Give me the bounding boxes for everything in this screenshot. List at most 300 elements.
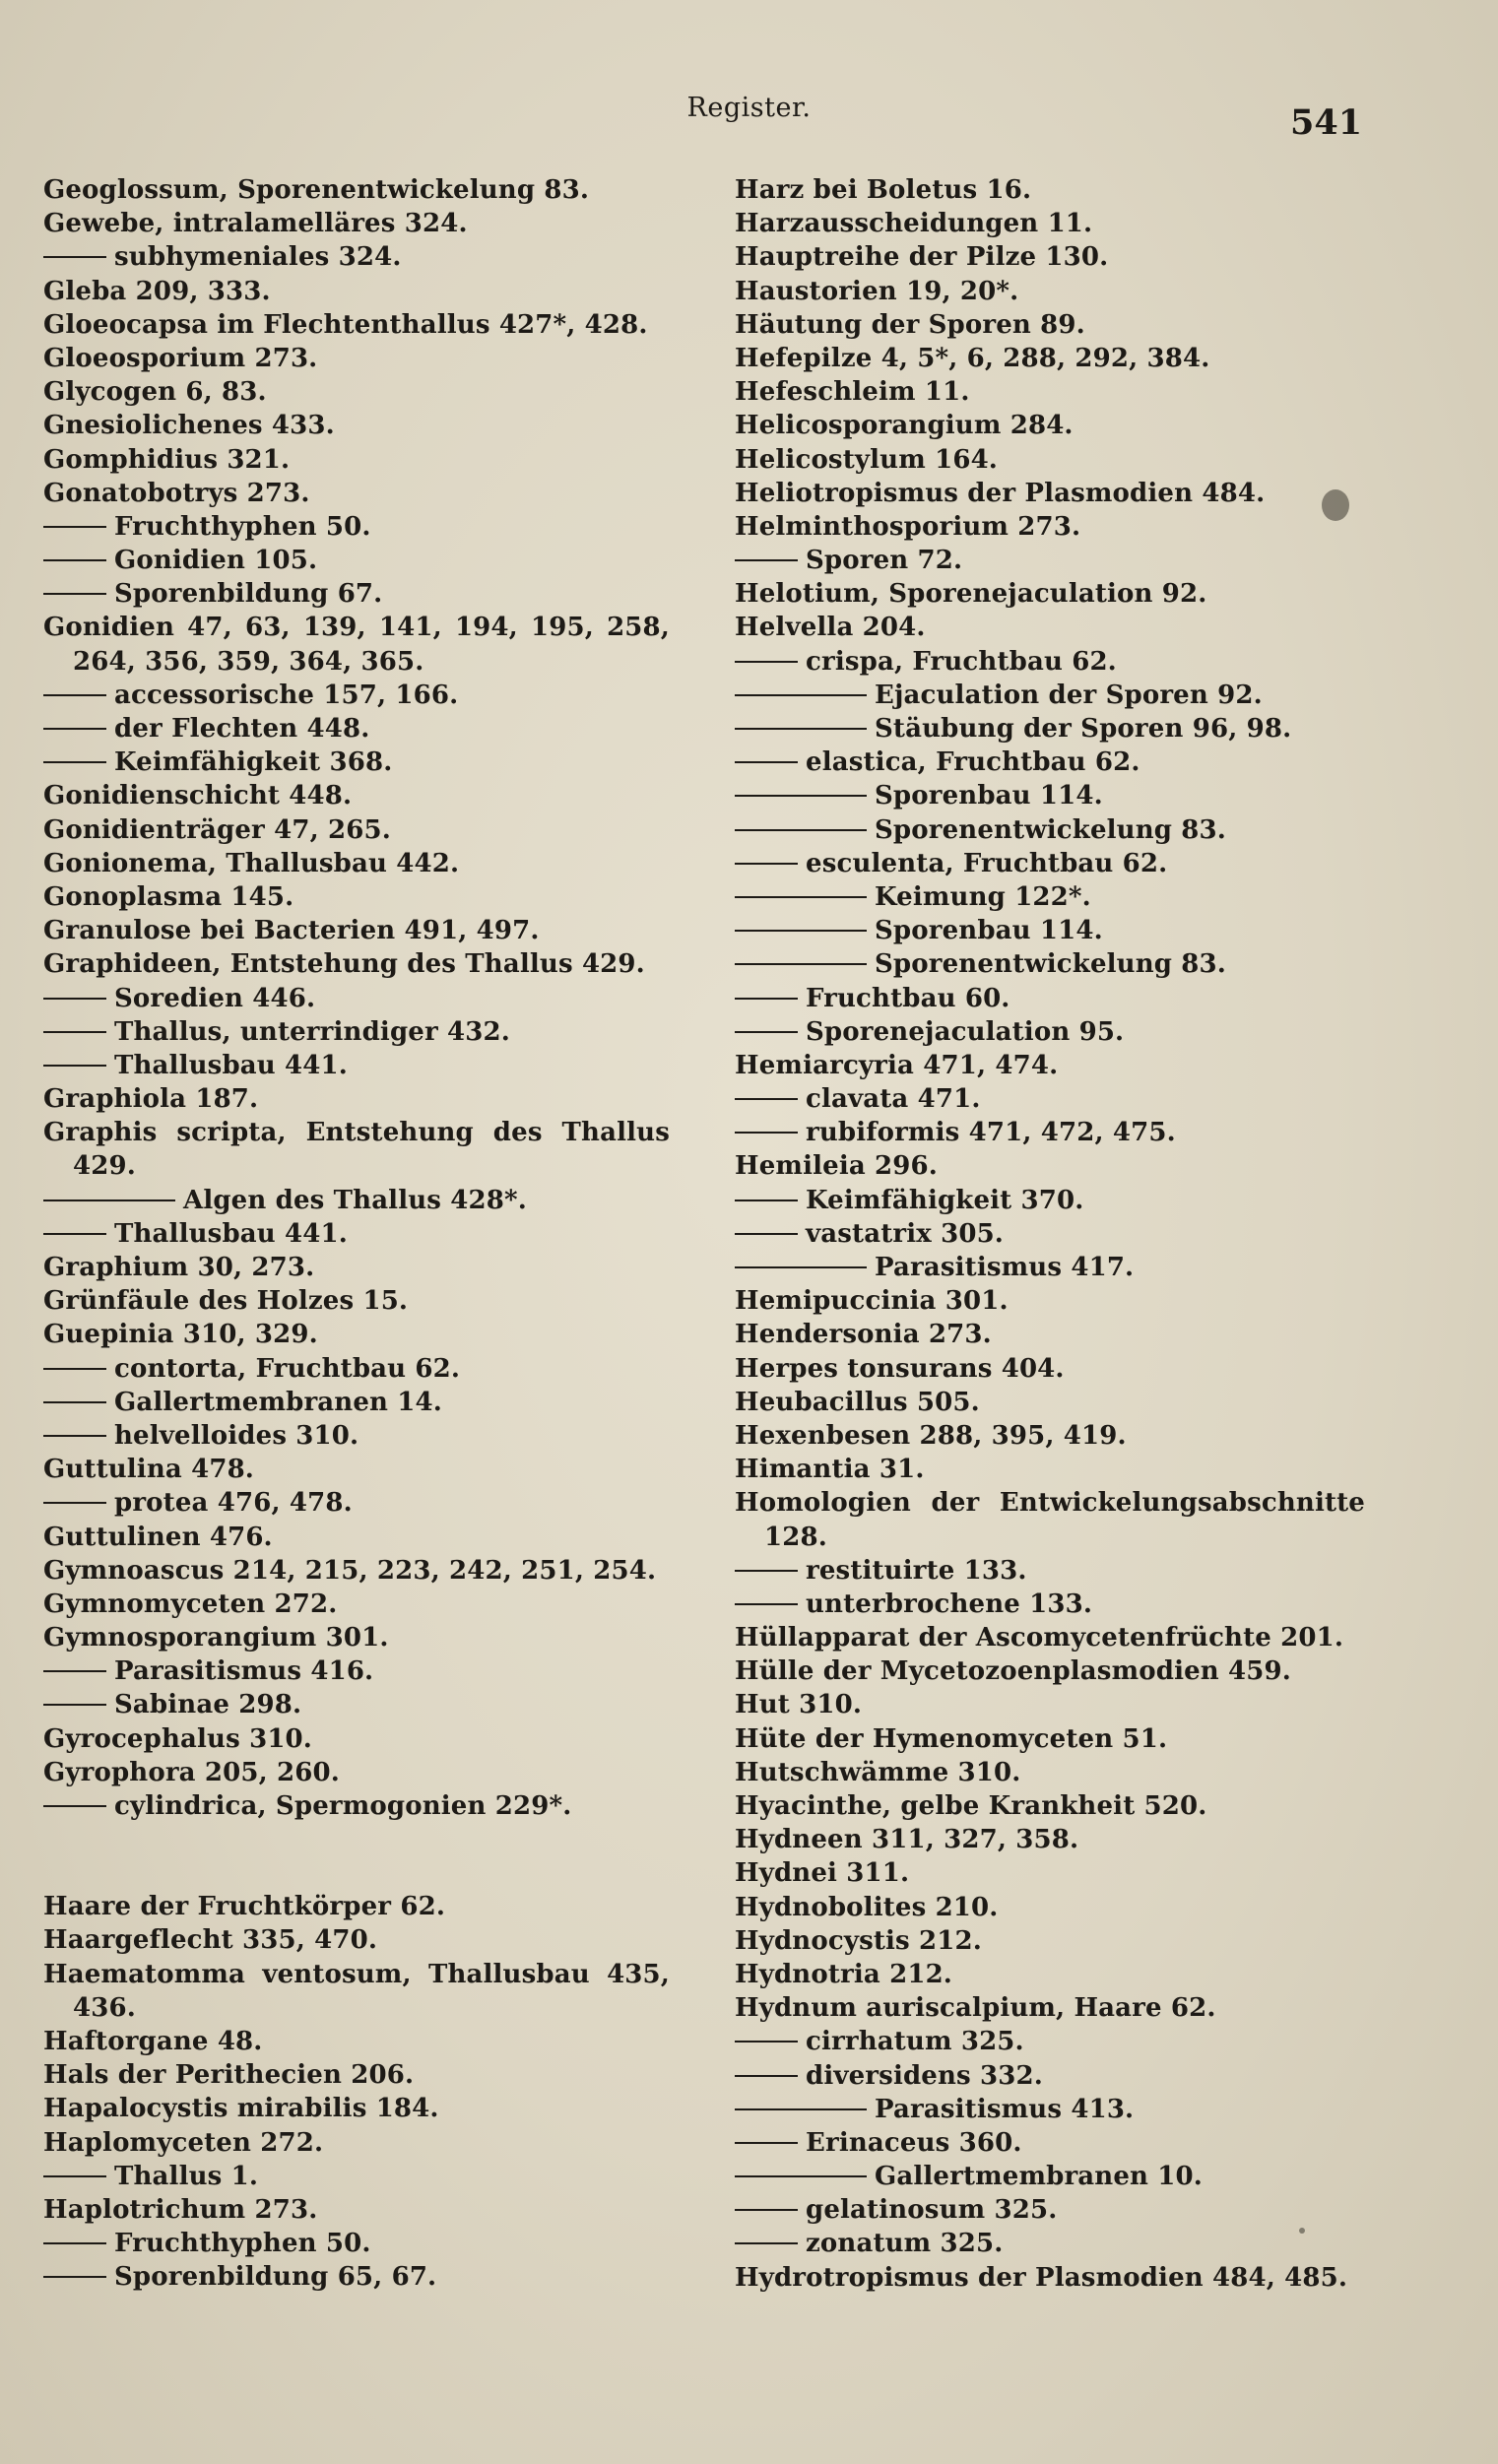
ditto-dash (43, 526, 106, 528)
index-entry (43, 1991, 723, 2025)
index-entry (43, 611, 670, 644)
ditto-dash (43, 2242, 106, 2244)
index-entry-text: Soredien 446. (114, 983, 316, 1013)
index-entry (735, 1588, 1365, 1621)
index-entry-text: Sabinae 298. (114, 1690, 302, 1720)
ditto-dash (43, 1704, 106, 1706)
index-entry (735, 1386, 1365, 1419)
index-entry (43, 1923, 723, 1957)
index-entry (735, 1958, 1365, 1991)
index-entry-text: Hendersonia 273. (735, 1320, 992, 1350)
index-entry (735, 1789, 1365, 1823)
index-entry (43, 2126, 723, 2160)
index-entry-text: elastica, Fruchtbau 62. (806, 747, 1140, 778)
index-entry (43, 1251, 723, 1284)
index-entry-text: Thallus 1. (114, 2161, 259, 2191)
index-entry-text: Hyacinthe, gelbe Krankheit 520. (735, 1791, 1207, 1821)
index-entry-text: Gonidienträger 47, 265. (43, 814, 391, 845)
index-entry-text: Sporenbildung 65, 67. (114, 2262, 437, 2293)
ditto-dash (43, 593, 106, 595)
ditto-dash (735, 2209, 798, 2211)
index-entry (735, 1521, 1365, 1554)
index-entry-text: Hemiarcyria 471, 474. (735, 1050, 1059, 1080)
index-entry-text: Himantia 31. (735, 1455, 925, 1485)
index-entry-text: Graphiola 187. (43, 1084, 259, 1115)
index-entry (43, 1386, 723, 1419)
ditto-dash (735, 2142, 798, 2144)
index-entry (735, 240, 1365, 274)
index-entry-text: Gymnomyceten 272. (43, 1589, 338, 1619)
index-entry-text: Haplomyceten 272. (43, 2127, 324, 2158)
index-entry (43, 1082, 723, 1116)
index-entry (43, 679, 723, 712)
index-entry (735, 1554, 1365, 1588)
index-entry-text: Hals der Perithecien 206. (43, 2060, 415, 2091)
index-entry (43, 947, 723, 981)
index-entry (43, 207, 723, 240)
ditto-dash (43, 2175, 106, 2177)
ditto-dash (735, 2041, 798, 2043)
index-entry (43, 308, 723, 342)
index-entry (735, 544, 1365, 577)
ditto-dash (735, 694, 867, 696)
ditto-dash (735, 1266, 867, 1268)
index-entry-text: Harz bei Boletus 16. (735, 175, 1032, 205)
index-entry (43, 240, 723, 274)
index-entry-text: Homologien der Entwickelungsabschnitte (735, 1488, 1365, 1519)
index-entry-text: Gallertmembranen 10. (875, 2162, 1203, 2192)
index-entry-text: Parasitismus 413. (875, 2094, 1135, 2124)
index-entry-text: Gloeosporium 273. (43, 343, 318, 373)
index-entry (735, 1654, 1365, 1688)
index-entry-text: Hydnotria 212. (735, 1959, 953, 1989)
index-entry (735, 2059, 1365, 2093)
index-entry-text: Gewebe, intralamelläres 324. (43, 209, 468, 239)
index-entry-text: Gonionema, Thallusbau 442. (43, 848, 460, 878)
ditto-dash (43, 1368, 106, 1370)
index-entry (735, 409, 1365, 442)
index-entry (735, 1991, 1365, 2025)
index-entry (43, 1588, 723, 1621)
index-entry-text: Guepinia 310, 329. (43, 1320, 318, 1350)
index-entry (735, 1251, 1365, 1284)
index-entry (735, 2126, 1365, 2160)
index-entry-text: Hut 310. (735, 1690, 863, 1720)
index-entry-text: 128. (764, 1522, 827, 1552)
index-entry-text: Erinaceus 360. (806, 2127, 1022, 2158)
index-entry-text: crispa, Fruchtbau 62. (806, 646, 1117, 677)
index-entry-text: Sporenentwickelung 83. (875, 814, 1226, 845)
index-entry-text: Hapalocystis mirabilis 184. (43, 2094, 439, 2124)
index-entry (43, 2260, 723, 2294)
index-entry-text: Parasitismus 417. (875, 1253, 1135, 1282)
index-entry-text: 429. (73, 1151, 136, 1182)
index-entry (735, 443, 1365, 477)
index-entry (43, 577, 723, 611)
ditto-dash (43, 761, 106, 763)
index-entry (43, 1688, 723, 1721)
index-entry-text: Hexenbesen 288, 395, 419. (735, 1420, 1127, 1451)
ditto-dash (43, 1065, 106, 1067)
ditto-dash (43, 1233, 106, 1235)
ditto-dash (43, 1200, 175, 1201)
index-entry (43, 1217, 723, 1251)
ditto-dash (735, 728, 867, 730)
index-entry-text: Hydnei 311. (735, 1858, 910, 1889)
index-entry-text: Sporenbildung 67. (114, 579, 383, 610)
index-entry (735, 847, 1365, 880)
index-entry-text: Thallus, unterrindiger 432. (114, 1016, 510, 1047)
index-entry (735, 880, 1365, 914)
index-entry (43, 1654, 723, 1688)
index-entry-text: gelatinosum 325. (806, 2195, 1058, 2226)
index-entry (735, 1184, 1365, 1217)
index-entry (735, 2160, 1365, 2193)
index-entry-text: Helicostylum 164. (735, 444, 999, 475)
index-entry-text: Harzausscheidungen 11. (735, 209, 1093, 239)
index-entry (43, 2193, 723, 2227)
index-entry-text: Keimung 122*. (875, 881, 1091, 912)
index-entry-text: helvelloides 310. (114, 1420, 359, 1451)
index-entry-text: Haematomma ventosum, Thallusbau 435, (43, 1959, 670, 1989)
index-entry-text: Graphis scripta, Entstehung des Thallus (43, 1118, 670, 1148)
ditto-dash (735, 795, 867, 797)
index-entry-text: Fruchtbau 60. (806, 983, 1010, 1013)
index-entry-text: Hüte der Hymenomyceten 51. (735, 1723, 1168, 1754)
index-entry (43, 477, 723, 510)
ditto-dash (43, 1805, 106, 1807)
index-entry-text: Graphideen, Entstehung des Thallus 429. (43, 949, 645, 980)
index-entry-text: Gyrophora 205, 260. (43, 1757, 340, 1787)
index-entry-text: Herpes tonsurans 404. (735, 1353, 1065, 1384)
index-entry-text: Hydneen 311, 327, 358. (735, 1825, 1079, 1855)
index-entry (735, 611, 1365, 644)
index-entry (735, 477, 1365, 510)
index-entry-text: Gallertmembranen 14. (114, 1387, 442, 1417)
ditto-dash (735, 963, 867, 965)
index-entry-text: Gonoplasma 145. (43, 881, 294, 912)
index-entry-text: Hefepilze 4, 5*, 6, 288, 292, 384. (735, 343, 1210, 373)
index-entry (43, 1722, 723, 1756)
ditto-dash (735, 863, 798, 865)
index-entry-text: Hemileia 296. (735, 1151, 938, 1182)
index-entry-text: Ejaculation der Sporen 92. (875, 680, 1263, 710)
ditto-dash (43, 1401, 106, 1403)
ink-speck (1299, 2228, 1305, 2234)
index-entry (735, 2193, 1365, 2227)
index-entry (735, 1217, 1365, 1251)
index-entry-text: Sporenentwickelung 83. (875, 949, 1226, 980)
index-entry-text: unterbrochene 133. (806, 1589, 1093, 1619)
ditto-dash (735, 1200, 798, 1201)
ditto-dash (43, 256, 106, 258)
index-entry (735, 510, 1365, 544)
index-entry-text: Haustorien 19, 20*. (735, 276, 1019, 306)
index-entry (43, 1756, 723, 1789)
index-entry-text: clavata 471. (806, 1084, 981, 1115)
index-entry (735, 1823, 1365, 1856)
ditto-dash (735, 1132, 798, 1134)
index-entry (735, 1284, 1365, 1318)
index-entry (43, 2058, 723, 2092)
ditto-dash (43, 559, 106, 561)
index-entry (735, 577, 1365, 611)
ditto-dash (43, 694, 106, 696)
index-entry-text: Gyrocephalus 310. (43, 1723, 312, 1754)
running-header: Register. (686, 93, 812, 123)
ditto-dash (735, 2175, 867, 2177)
index-entry-text: Haargeflecht 335, 470. (43, 1925, 378, 1956)
index-entry (43, 409, 723, 442)
index-entry (735, 813, 1365, 847)
index-entry-text: vastatrix 305. (806, 1218, 1005, 1249)
ditto-dash (735, 998, 798, 1000)
index-entry (43, 1554, 723, 1588)
index-entry (735, 207, 1365, 240)
index-entry (735, 914, 1365, 947)
index-entry-text: esculenta, Fruchtbau 62. (806, 848, 1168, 878)
ditto-dash (735, 559, 798, 561)
index-entry (735, 1924, 1365, 1958)
ditto-dash (43, 998, 106, 1000)
index-entry-text: Gonidienschicht 448. (43, 781, 353, 811)
ditto-dash (735, 2242, 798, 2244)
index-entry (43, 1184, 723, 1217)
index-entry (735, 1419, 1365, 1453)
index-entry (735, 1453, 1365, 1486)
ink-blot (1322, 489, 1349, 521)
index-entry-text: Grünfäule des Holzes 15. (43, 1286, 409, 1317)
index-entry-text: contorta, Fruchtbau 62. (114, 1353, 461, 1384)
index-entry-text: Parasitismus 416. (114, 1656, 374, 1687)
index-entry-text: Gloeocapsa im Flechtenthallus 427*, 428. (43, 309, 648, 340)
index-entry-text: Graphium 30, 273. (43, 1253, 315, 1282)
index-entry (43, 712, 723, 746)
index-entry (735, 2227, 1365, 2260)
index-entry (735, 1722, 1365, 1756)
index-entry-text: 436. (73, 1992, 136, 2023)
index-entry (43, 173, 723, 207)
index-entry (43, 2092, 723, 2125)
index-entry-text: Haplotrichum 273. (43, 2194, 318, 2225)
ditto-dash (735, 1233, 798, 1235)
index-entry (735, 746, 1365, 779)
index-entry-text: diversidens 332. (806, 2060, 1043, 2091)
index-entry-text: Gomphidius 321. (43, 444, 291, 475)
index-entry-text: Fruchthyphen 50. (114, 2229, 371, 2259)
index-entry (43, 1453, 723, 1486)
ditto-dash (43, 728, 106, 730)
index-entry (43, 746, 723, 779)
index-entry (43, 1284, 723, 1318)
ditto-dash (735, 1603, 798, 1605)
ditto-dash (735, 1570, 798, 1572)
index-entry-text: Keimfähigkeit 368. (114, 747, 393, 778)
index-entry (735, 679, 1365, 712)
index-entry-text: Keimfähigkeit 370. (806, 1185, 1084, 1215)
index-entry (43, 1486, 723, 1520)
index-entry (43, 813, 723, 847)
index-entry-text: Gonidien 105. (114, 546, 318, 576)
index-entry-text: Thallusbau 441. (114, 1218, 348, 1249)
index-entry-text: Helicosporangium 284. (735, 411, 1074, 441)
index-entry (735, 342, 1365, 375)
index-entry (43, 544, 723, 577)
index-entry-text: Gonidien 47, 63, 139, 141, 194, 195, 258, (43, 613, 670, 643)
ditto-dash (735, 2108, 867, 2110)
index-entry-text: Haare der Fruchtkörper 62. (43, 1892, 446, 1922)
ditto-dash (735, 1031, 798, 1033)
index-entry-text: Sporen 72. (806, 546, 963, 576)
index-entry-text: Häutung der Sporen 89. (735, 309, 1085, 340)
index-entry (43, 2227, 723, 2260)
ditto-dash (43, 2276, 106, 2278)
index-entry-text: 264, 356, 359, 364, 365. (73, 646, 424, 677)
index-entry (43, 1318, 723, 1351)
index-entry-text: cirrhatum 325. (806, 2027, 1024, 2057)
ditto-dash (735, 829, 867, 831)
index-entry (43, 847, 723, 880)
index-entry (735, 1082, 1365, 1116)
index-entry (735, 1621, 1365, 1654)
index-entry-text: accessorische 157, 166. (114, 680, 459, 710)
index-entry (43, 2160, 723, 2193)
index-entry-text: Hauptreihe der Pilze 130. (735, 242, 1109, 273)
index-entry (735, 2261, 1365, 2295)
index-entry-text: Hydrotropismus der Plasmodien 484, 485. (735, 2262, 1348, 2293)
index-entry-text: Gleba 209, 333. (43, 276, 271, 306)
index-entry (43, 1015, 723, 1049)
index-entry (735, 779, 1365, 812)
index-entry (43, 880, 723, 914)
index-entry (43, 1049, 723, 1082)
index-entry-text: restituirte 133. (806, 1555, 1027, 1586)
index-entry (735, 1688, 1365, 1721)
page-number: 541 (1290, 102, 1363, 143)
index-entry-text: Hemipuccinia 301. (735, 1286, 1009, 1317)
index-entry (43, 2025, 723, 2058)
index-entry-text: Granulose bei Bacterien 491, 497. (43, 916, 540, 946)
index-entry-text: Hydnocystis 212. (735, 1925, 982, 1956)
index-entry-text: Gymnoascus 214, 215, 223, 242, 251, 254. (43, 1555, 657, 1586)
ditto-dash (735, 661, 798, 663)
index-entry (735, 1856, 1365, 1890)
index-entry (43, 443, 723, 477)
index-entry-text: Heliotropismus der Plasmodien 484. (735, 478, 1266, 508)
index-entry-text: cylindrica, Spermogonien 229*. (114, 1791, 572, 1821)
index-entry-text: Hülle der Mycetozoenplasmodien 459. (735, 1656, 1291, 1687)
index-entry (43, 645, 723, 679)
index-entry (43, 1352, 723, 1386)
index-entry (735, 173, 1365, 207)
index-entry-text: Helminthosporium 273. (735, 511, 1081, 542)
index-entry (43, 510, 723, 544)
index-entry-text: Hefeschleim 11. (735, 377, 970, 408)
index-entry (43, 1419, 723, 1453)
index-entry (43, 1890, 723, 1923)
index-entry-text: Helotium, Sporenejaculation 92. (735, 579, 1207, 610)
index-entry-text: Hydnobolites 210. (735, 1892, 999, 1922)
index-entry-text: zonatum 325. (806, 2229, 1004, 2259)
index-entry-text: Hüllapparat der Ascomycetenfrüchte 201. (735, 1623, 1344, 1653)
index-entry (735, 1149, 1365, 1183)
index-entry (43, 342, 723, 375)
index-entry-text: rubiformis 471, 472, 475. (806, 1118, 1176, 1148)
index-entry-text: Gymnosporangium 301. (43, 1623, 389, 1653)
index-entry (735, 1352, 1365, 1386)
index-entry (735, 712, 1365, 746)
index-entry (43, 375, 723, 409)
index-entry-text: Gnesiolichenes 433. (43, 411, 335, 441)
index-entry (43, 982, 723, 1015)
index-entry-text: Glycogen 6, 83. (43, 377, 267, 408)
index-entry-text: Guttulina 478. (43, 1455, 255, 1485)
index-column-left (43, 173, 723, 2294)
index-entry-text: Helvella 204. (735, 613, 926, 643)
ditto-dash (43, 1502, 106, 1504)
index-entry (43, 1149, 723, 1183)
index-entry (43, 1521, 723, 1554)
index-entry (735, 1049, 1365, 1082)
index-entry-text: Geoglossum, Sporenentwickelung 83. (43, 175, 590, 205)
ditto-dash (43, 1031, 106, 1033)
index-entry (43, 779, 723, 812)
index-entry-text: Thallusbau 441. (114, 1050, 348, 1080)
index-entry (735, 1318, 1365, 1351)
index-entry (43, 914, 723, 947)
index-entry (735, 1891, 1365, 1924)
index-entry (43, 1789, 723, 1823)
index-entry (735, 375, 1365, 409)
index-entry-text: Hydnum auriscalpium, Haare 62. (735, 1993, 1216, 2024)
ditto-dash (43, 1435, 106, 1437)
index-entry-text: Hutschwämme 310. (735, 1757, 1021, 1787)
index-entry-text: protea 476, 478. (114, 1488, 353, 1519)
ditto-dash (735, 896, 867, 898)
index-entry-text: Gonatobotrys 273. (43, 478, 310, 508)
index-entry (735, 1015, 1365, 1049)
index-entry (43, 1958, 670, 1991)
index-entry-text: Algen des Thallus 428*. (183, 1185, 527, 1215)
index-entry (43, 1621, 723, 1654)
index-entry-text: subhymeniales 324. (114, 242, 402, 273)
index-entry (735, 645, 1365, 679)
index-entry (735, 1486, 1365, 1520)
ditto-dash (735, 761, 798, 763)
index-entry (735, 308, 1365, 342)
index-entry (735, 2093, 1365, 2126)
index-entry-text: Sporenejaculation 95. (806, 1016, 1125, 1047)
index-entry (735, 275, 1365, 308)
index-entry (735, 982, 1365, 1015)
index-entry-text: Sporenbau 114. (875, 916, 1103, 946)
index-entry (43, 1116, 670, 1149)
ditto-dash (43, 1670, 106, 1672)
ditto-dash (735, 1098, 798, 1100)
index-entry (735, 947, 1365, 981)
index-entry (735, 1756, 1365, 1789)
index-entry-text: Stäubung der Sporen 96, 98. (875, 714, 1292, 744)
index-entry-text: der Flechten 448. (114, 714, 370, 744)
index-entry (735, 1116, 1365, 1149)
index-entry-text: Heubacillus 505. (735, 1387, 980, 1417)
ditto-dash (735, 2075, 798, 2077)
index-entry (735, 2025, 1365, 2058)
index-entry-text: Fruchthyphen 50. (114, 511, 371, 542)
ditto-dash (735, 930, 867, 932)
index-entry (43, 275, 723, 308)
index-column-right (735, 173, 1365, 2295)
